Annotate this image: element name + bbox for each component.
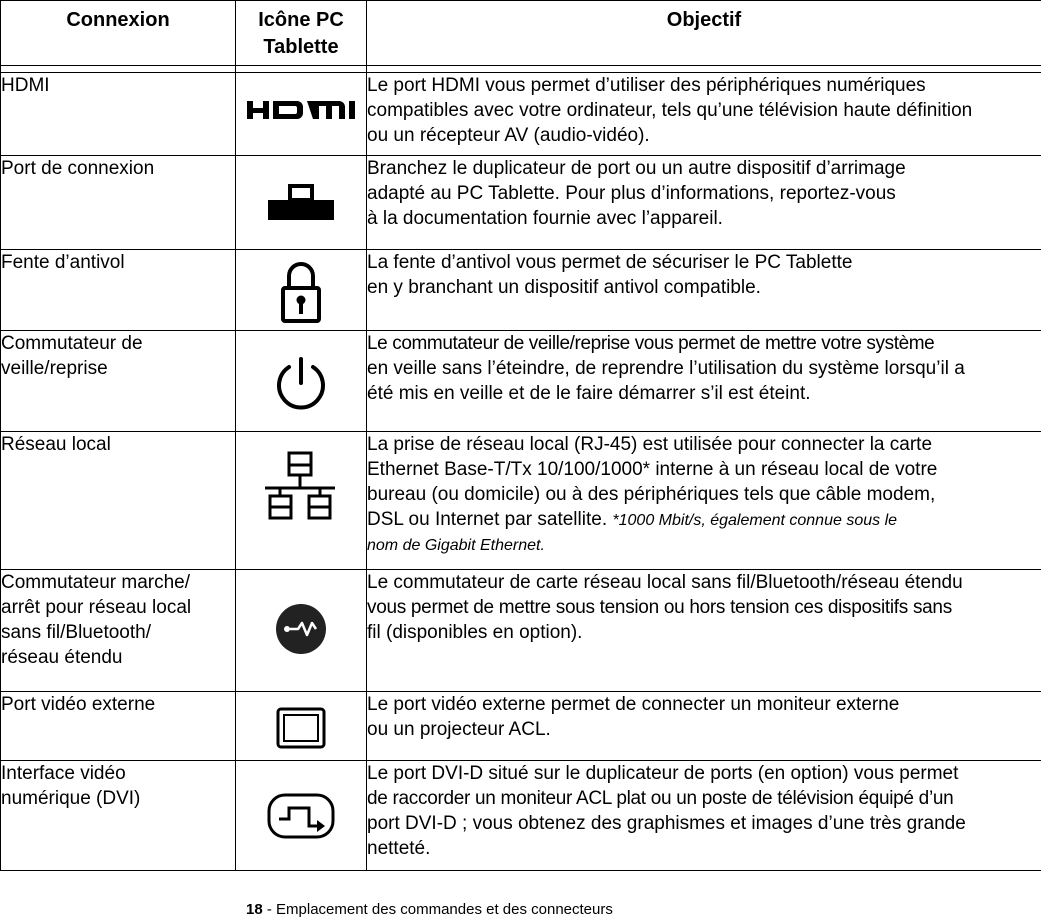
desc-line: Le port HDMI vous permet d’utiliser des périphériques numériques (367, 75, 926, 96)
header-icon-line2: Tablette (263, 36, 339, 58)
desc-line: vous permet de mettre sous tension ou hors tension ces dispositifs sans (367, 597, 952, 618)
desc-line: en y branchant un dispositif antivol compatible. (367, 277, 761, 298)
objectif-cell (367, 250, 1041, 331)
name-line: Interface vidéo (1, 763, 126, 784)
lock-icon (280, 260, 322, 324)
dock-icon (266, 184, 336, 224)
hdmi-icon (245, 99, 357, 121)
desc-text: DSL ou Internet par satellite. (367, 509, 608, 530)
name-line: numérique (DVI) (1, 788, 141, 809)
desc-note: nom de Gigabit Ethernet. (367, 537, 545, 554)
icon-cell (236, 761, 367, 871)
connexion-name: Fente d’antivol (1, 250, 236, 331)
table-row (1, 692, 1041, 761)
name-line: Commutateur de (1, 333, 143, 354)
connexion-name (1, 570, 236, 692)
objectif-cell (367, 331, 1041, 432)
icon-cell (236, 73, 367, 156)
desc-line: en veille sans l’éteindre, de reprendre l’utilisation du système lorsqu’il a (367, 358, 965, 379)
name-line: arrêt pour réseau local (1, 597, 192, 618)
desc-note: *1000 Mbit/s, également connue sous le (612, 512, 898, 529)
objectif-cell (367, 761, 1041, 871)
desc-line: Le port vidéo externe permet de connecter un moniteur externe (367, 694, 900, 715)
objectif-cell (367, 432, 1041, 570)
icon-cell (236, 570, 367, 692)
table-row (1, 156, 1041, 250)
icon-cell (236, 432, 367, 570)
connexion-name (1, 761, 236, 871)
table-row (1, 432, 1041, 570)
desc-line: Le commutateur de carte réseau local sans fil/Bluetooth/réseau étendu (367, 572, 963, 593)
header-objectif: Objectif (367, 1, 1041, 66)
table-row (1, 250, 1041, 331)
name-line: veille/reprise (1, 358, 108, 379)
desc-line: La fente d’antivol vous permet de sécuriser le PC Tablette (367, 252, 853, 273)
table-row (1, 331, 1041, 432)
header-icon-line1: Icône PC (258, 9, 344, 31)
page-footer (246, 901, 613, 918)
desc-line: Branchez le duplicateur de port ou un autre dispositif d’arrimage (367, 158, 906, 179)
footer-text: - Emplacement des commandes et des connecteurs (262, 901, 613, 918)
connexion-name: Port de connexion (1, 156, 236, 250)
icon-cell (236, 692, 367, 761)
desc-line: Le port DVI-D situé sur le duplicateur de ports (en option) vous permet (367, 763, 959, 784)
desc-line: La prise de réseau local (RJ-45) est utilisée pour connecter la carte (367, 434, 933, 455)
desc-line (367, 507, 1041, 533)
connexion-name: Réseau local (1, 432, 236, 570)
objectif-cell (367, 570, 1041, 692)
header-icon (236, 1, 367, 66)
desc-line: bureau (ou domicile) ou à des périphériques tels que câble modem, (367, 484, 936, 505)
connexion-name: Port vidéo externe (1, 692, 236, 761)
icon-cell (236, 156, 367, 250)
network-icon (263, 450, 339, 526)
desc-line: Le commutateur de veille/reprise vous permet de mettre votre système (367, 333, 935, 354)
table-row (1, 761, 1041, 871)
name-line: Commutateur marche/ (1, 572, 191, 593)
desc-line: été mis en veille et de le faire démarrer s’il est éteint. (367, 383, 811, 404)
table-row (1, 570, 1041, 692)
desc-line: à la documentation fournie avec l’appareil. (367, 208, 723, 229)
spacer-row (1, 66, 1041, 73)
name-line: réseau étendu (1, 647, 123, 668)
header-connexion: Connexion (1, 1, 236, 66)
icon-cell (236, 331, 367, 432)
desc-line: port DVI-D ; vous obtenez des graphismes et images d’une très grande (367, 813, 966, 834)
objectif-cell (367, 156, 1041, 250)
desc-line: ou un récepteur AV (audio-vidéo). (367, 125, 650, 146)
objectif-cell (367, 73, 1041, 156)
wireless-switch-icon (275, 603, 327, 655)
desc-line: netteté. (367, 838, 431, 859)
monitor-icon (276, 707, 326, 749)
table-row (1, 73, 1041, 156)
connexion-name: HDMI (1, 73, 236, 156)
power-icon (271, 355, 331, 415)
icon-cell (236, 250, 367, 331)
desc-line: fil (disponibles en option). (367, 622, 583, 643)
dvi-icon (267, 793, 335, 841)
name-line: sans fil/Bluetooth/ (1, 622, 151, 643)
desc-line: compatibles avec votre ordinateur, tels qu’une télévision haute définition (367, 100, 973, 121)
objectif-cell (367, 692, 1041, 761)
header-row (1, 1, 1041, 66)
desc-line: ou un projecteur ACL. (367, 719, 551, 740)
desc-line: Ethernet Base-T/Tx 10/100/1000* interne à un réseau local de votre (367, 459, 938, 480)
desc-line: de raccorder un moniteur ACL plat ou un poste de télévision équipé d’un (367, 788, 954, 809)
desc-line: adapté au PC Tablette. Pour plus d’informations, reportez-vous (367, 183, 896, 204)
connexion-name (1, 331, 236, 432)
page-number: 18 (246, 901, 263, 918)
